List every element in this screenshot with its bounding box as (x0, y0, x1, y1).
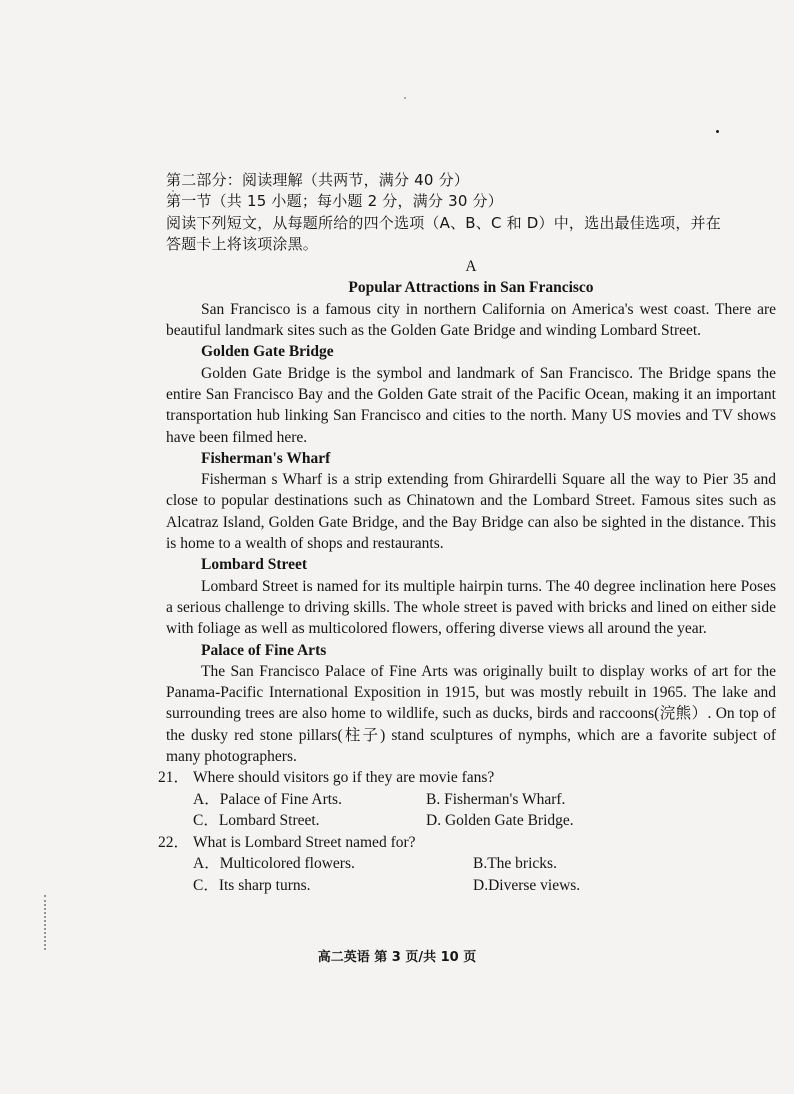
section-heading-golden-gate: Golden Gate Bridge (201, 343, 334, 361)
exam-content (158, 170, 776, 896)
option-a[interactable]: A．Palace of Fine Arts. (193, 790, 342, 808)
section-text-fishermans-wharf: Fisherman s Wharf is a strip extending from Ghirardelli Square all the way to Pier 35 and close to popular destinations such as Chinatown and the Lombard Street. Famous sites such as Alcatraz Island, Golden Gate Bridge, and the Bay Bridge can also be sighted in the distance. This is home to a wealth of shops and restaurants. (166, 471, 776, 553)
question-number: 22． (158, 833, 190, 851)
section-title: 第一节（共 15 小题；每小题 2 分，满分 30 分） (166, 192, 503, 211)
question-stem: Where should visitors go if they are movie fans? (193, 769, 495, 787)
question-21 (158, 767, 776, 832)
instruction-line-1: 阅读下列短文，从每题所给的四个选项（A、B、C 和 D）中，选出最佳选项，并在 (166, 213, 721, 232)
instruction-line-2: 答题卡上将该项涂黑。 (166, 234, 319, 253)
section-text-lombard-street: Lombard Street is named for its multiple hairpin turns. The 40 degree inclination here Poses a serious challenge to driving skills. The whole street is paved with bricks and lined on either side with foliage as well as multicolored flowers, offering diverse views all around the year. (166, 577, 776, 638)
page-footer: 高二英语 第 3 页/共 10 页 (317, 950, 477, 965)
section-heading-palace-fine-arts: Palace of Fine Arts (201, 641, 327, 659)
option-c[interactable]: C．Lombard Street. (193, 812, 320, 830)
part-title: 第二部分：阅读理解（共两节，满分 40 分） (166, 171, 470, 189)
section-text-golden-gate: Golden Gate Bridge is the symbol and landmark of San Francisco. The Bridge spans the entire San Francisco Bay and the Golden Gate strait of the Pacific Ocean, making it an important transportation hub linking San Francisco and cities to the north. Many US movies and TV shows have been filmed here. (166, 364, 776, 446)
question-22 (158, 832, 776, 897)
question-number: 21． (158, 769, 190, 787)
passage-intro: San Francisco is a famous city in northern California on America's west coast. There are beautiful landmark sites such as the Golden Gate Bridge and winding Lombard Street. (166, 300, 776, 340)
section-text-palace-fine-arts: The San Francisco Palace of Fine Arts was originally built to display works of art for the Panama-Pacific International Exposition in 1915, but was mostly rebuilt in 1965. The lake and surrounding trees are also home to wildlife, such as ducks, birds and raccoons(浣熊）. On top of the dusky red stone pillars(柱子) stand sculptures of nymphs, which are a favorite subject of many photographers. (166, 662, 776, 766)
option-b[interactable]: B. Fisherman's Wharf. (426, 790, 566, 808)
option-d[interactable]: D.Diverse views. (473, 876, 581, 894)
ink-dot (716, 130, 719, 133)
binding-edge-mark (44, 895, 52, 950)
option-d[interactable]: D. Golden Gate Bridge. (426, 812, 574, 830)
question-stem: What is Lombard Street named for? (193, 833, 416, 851)
section-heading-lombard-street: Lombard Street (201, 556, 308, 574)
passage-title: Popular Attractions in San Francisco (348, 279, 594, 297)
option-c[interactable]: C．Its sharp turns. (193, 876, 311, 894)
passage-label: A (465, 258, 477, 276)
section-heading-fishermans-wharf: Fisherman's Wharf (201, 449, 331, 467)
option-a[interactable]: A．Multicolored flowers. (193, 855, 355, 873)
scan-speck (404, 97, 406, 99)
option-b[interactable]: B.The bricks. (473, 855, 557, 873)
